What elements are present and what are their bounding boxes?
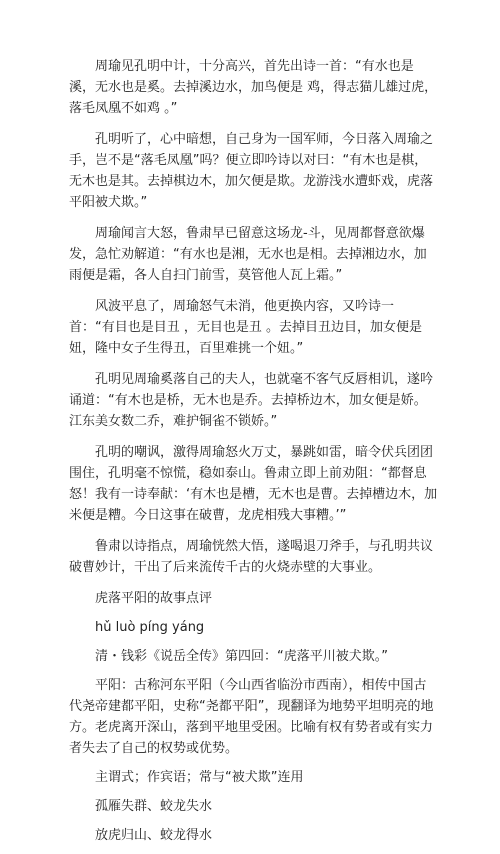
usage-line: 主谓式；作宾语；常与“被犬欺”连用	[95, 770, 304, 785]
section-title: 虎落平阳的故事点评	[95, 591, 213, 606]
paragraph-conclusion: 鲁肃以诗指点，周瑜恍然大悟，遂喝退刀斧手，与孔明共议破曹妙计，干出了后来流传千古的火烧赤壁的大事业。	[69, 539, 434, 575]
synonyms-line: 孤雁失群、蛟龙失水	[95, 799, 213, 814]
source-line: 清・钱彩《说岳全传》第四回：“虎落平川被犬欺。”	[95, 649, 388, 664]
paragraph-zhouyu-poem: 周瑜见孔明中计，十分高兴，首先出诗一首：“有水也是溪，无水也是奚。去掉溪边水，加鸟便是 鸡，得志猫儿雄过虎，落毛凤凰不如鸡 。”	[69, 59, 438, 116]
paragraph-lusu-poem: 孔明的嘲讽，激得周瑜怒火万丈，暴跳如雷，暗令伏兵团团围住，孔明毫不惊慌，稳如泰山。鲁肃立即上前劝阻：“都督息怒！我有一诗奉献：‘有木也是槽，无木也是曹。去掉槽边木，加米便是糟。今日这事在破曹，龙虎相残大事糟。’”	[69, 445, 438, 523]
paragraph-kongming-retort: 孔明见周瑜奚落自己的夫人，也就毫不客气反唇相讥，遂吟诵道：“有木也是桥，无木也是乔。去掉桥边木，加女便是娇。江东美女数二乔，难护铜雀不锁娇。”	[69, 372, 434, 429]
pinyin-line: hǔ luò píng yáng	[95, 620, 205, 635]
definition-paragraph: 平阳：古称河东平阳（今山西省临汾市西南），相传中国古代尧帝建都平阳，史称“尧都平阳”，现翻译为地势平坦明亮的地方。老虎离开深山，落到平地里受困。比喻有权有势者或有实力者失去了自己的权势或优势。	[69, 678, 434, 756]
document-body	[69, 56, 439, 854]
paragraph-lusu-mediation: 周瑜闻言大怒，鲁肃早已留意这场龙-斗，见周都督意欲爆发，急忙劝解道：“有水也是湘，无水也是相。去掉湘边水，加雨便是霜，各人自扫门前雪，莫管他人瓦上霜。”	[69, 226, 427, 283]
paragraph-kongming-reply: 孔明听了，心中暗想，自己身为一国军师，今日落入周瑜之手，岂不是“落毛凤凰”吗？便立即吟诗以对曰：“有木也是棋，无木也是其。去掉棋边木，加欠便是欺。龙游浅水遭虾戏，虎落平阳被犬欺。”	[69, 132, 434, 210]
paragraph-zhouyu-second-poem: 风波平息了，周瑜怒气未消，他更换内容，又吟诗一首：“有目也是目丑 ，无目也是丑 。去掉目丑边目，加女便是妞，隆中女子生得丑，百里难挑一个妞。”	[69, 299, 422, 356]
antonyms-line: 放虎归山、蛟龙得水	[95, 828, 213, 843]
